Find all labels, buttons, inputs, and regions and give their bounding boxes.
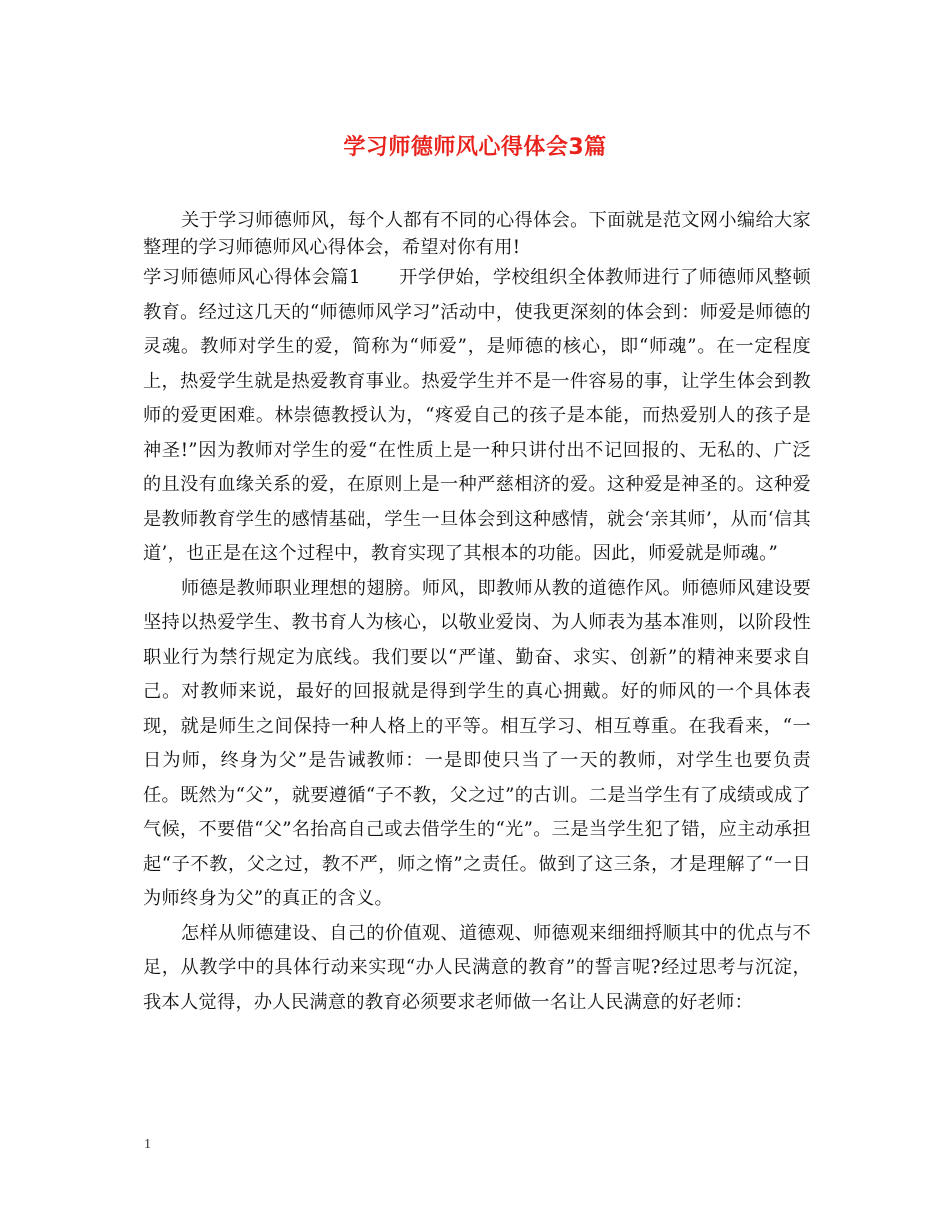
section-1 — [143, 261, 811, 572]
paragraph-3: 怎样从师德建设、自己的价值观、道德观、师德观来细细捋顺其中的优点与不足，从教学中的具体行动来实现“办人民满意的教育”的誓言呢?经过思考与沉淀，我本人觉得，办人民满意的教育必须要求老师做一名让人民满意的好老师： — [143, 922, 811, 1013]
page-number: 1 — [144, 1137, 151, 1152]
intro-paragraph: 关于学习师德师风，每个人都有不同的心得体会。下面就是范文网小编给大家整理的学习师德师风心得体会，希望对你有用! — [143, 210, 811, 258]
paragraph-1: 开学伊始，学校组织全体教师进行了师德师风整顿教育。经过这几天的“师德师风学习”活动中，使我更深刻的体会到：师爱是师德的灵魂。教师对学生的爱，简称为“师爱”，是师德的核心，即“师魂”。在一定程度上，热爱学生就是热爱教育事业。热爱学生并不是一件容易的事，让学生体会到教师的爱更困难。林崇德教授认为，“疼爱自己的孩子是本能，而热爱别人的孩子是神圣!”因为教师对学生的爱“在性质上是一种只讲付出不记回报的、无私的、广泛的且没有血缘关系的爱，在原则上是一种严慈相济的爱。这种爱是神圣的。这种爱是教师教育学生的感情基础，学生一旦体会到这种感情，就会‘亲其师’，从而‘信其道’，也正是在这个过程中，教育实现了其根本的功能。因此，师爱就是师魂。” — [143, 267, 812, 564]
section-heading: 学习师德师风心得体会篇1 — [143, 267, 361, 288]
document-title: 学习师德师风心得体会3篇 — [343, 135, 607, 160]
document-body — [143, 207, 811, 1020]
paragraph-2: 师德是教师职业理想的翅膀。师风，即教师从教的道德作风。师德师风建设要坚持以热爱学生、教书育人为核心，以敬业爱岗、为人师表为基本准则，以阶段性职业行为禁行规定为底线。我们要以“严谨、勤奋、求实、创新”的精神来要求自己。对教师来说，最好的回报就是得到学生的真心拥戴。好的师风的一个具体表现，就是师生之间保持一种人格上的平等。相互学习、相互尊重。在我看来，“一日为师，终身为父”是告诫教师：一是即使只当了一天的教师，对学生也要负责任。既然为“父”，就要遵循“子不教，父之过”的古训。二是当学生有了成绩或成了气候，不要借“父”名抬高自己或去借学生的“光”。三是当学生犯了错，应主动承担起“子不教，父之过，教不严，师之惰”之责任。做到了这三条，才是理解了“一日为师终身为父”的真正的含义。 — [143, 577, 811, 909]
